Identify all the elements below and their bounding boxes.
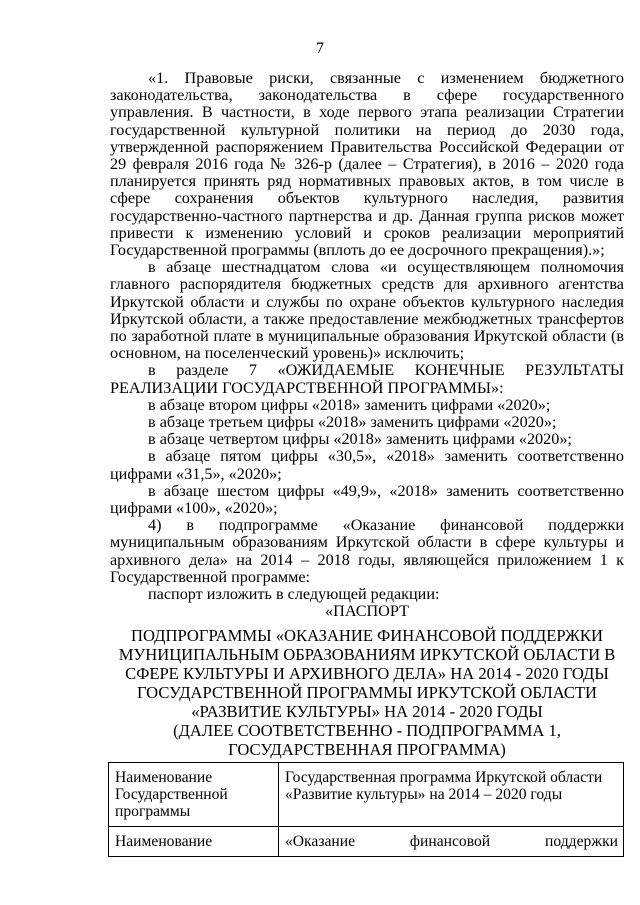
title-line: ГОСУДАРСТВЕННАЯ ПРОГРАММА) (228, 740, 506, 759)
title-line: СФЕРЕ КУЛЬТУРЫ И АРХИВНОГО ДЕЛА» НА 2014 - 2020 ГОДЫ (125, 664, 609, 683)
table-row (109, 827, 624, 857)
paragraph-abzac-fourth: в абзаце четвертом цифры «2018» заменить цифрами «2020»; (148, 430, 572, 449)
title-line: (ДАЛЕЕ СООТВЕТСТВЕННО - ПОДПРОГРАММА 1, (173, 721, 561, 740)
paragraph-legal-risks: «1. Правовые риски, связанные с изменением бюджетного законодательства, законодательства в сфере государственного управления. В частности, в ходе первого этапа реализации Стратегии государственной культурной политики на период до 2030 года, утвержденной распоряжением Правительства Российской Федерации от 29 февраля 2016 года № 326-р (далее – Стратегия), в 2016 – 2020 года планируется принять ряд нормативных правовых актов, в том числе в сфере сохранения объектов культурного наследия, развития государственно-частного партнерства и др. Данная группа рисков может привести к изменению условий и сроков реализации мероприятий Государственной программы (вплоть до ее досрочного прекращения).»; (110, 69, 624, 260)
table-cell-label: Наименование (109, 827, 279, 857)
page-number: 7 (316, 40, 324, 57)
title-line: ГОСУДАРСТВЕННОЙ ПРОГРАММЫ ИРКУТСКОЙ ОБЛАСТИ (136, 683, 598, 702)
paragraph-sixteenth-abzac: в абзаце шестнадцатом слова «и осуществляющем полномочия главного распорядителя бюджетных средств для архивного агентства Иркутской области и службы по охране объектов культурного наследия Иркутской области, а также предоставление межбюджетных трансфертов по заработной плате в муниципальные образования Иркутской области (в основном, на поселенческий уровень)» исключить; (110, 258, 624, 363)
paragraph-abzac-third: в абзаце третьем цифры «2018» заменить цифрами «2020»; (148, 413, 557, 432)
body-text (110, 70, 624, 621)
paragraph-section-7: в разделе 7 «ОЖИДАЕМЫЕ КОНЕЧНЫЕ РЕЗУЛЬТАТЫ РЕАЛИЗАЦИИ ГОСУДАРСТВЕННОЙ ПРОГРАММЫ»: (110, 361, 624, 397)
table-cell-value: «Оказание финансовой поддержки (279, 827, 624, 857)
table-row (109, 763, 624, 827)
paragraph-subprogram: 4) в подпрограмме «Оказание финансовой поддержки муниципальным образованиям Иркутской области в сфере культуры и архивного дела» на 2014 – 2018 годы, являющейся приложением 1 к Государственной программе: (110, 516, 624, 586)
paragraph-abzac-fifth: в абзаце пятом цифры «30,5», «2018» заменить соответственно цифрами «31,5», «2020»; (110, 447, 624, 483)
paragraph-passport-intro: паспорт изложить в следующей редакции: (148, 585, 440, 604)
passport-heading: «ПАСПОРТ (325, 602, 409, 621)
table-cell-label: Наименование Государственной программы (109, 763, 279, 827)
title-line: ПОДПРОГРАММЫ «ОКАЗАНИЕ ФИНАНСОВОЙ ПОДДЕРЖКИ (131, 626, 603, 645)
passport-table (108, 762, 624, 857)
subprogram-title (110, 626, 624, 759)
title-line: МУНИЦИПАЛЬНЫМ ОБРАЗОВАНИЯМ ИРКУТСКОЙ ОБЛАСТИ В (118, 645, 616, 664)
title-line: «РАЗВИТИЕ КУЛЬТУРЫ» НА 2014 - 2020 ГОДЫ (191, 702, 543, 721)
paragraph-abzac-sixth: в абзаце шестом цифры «49,9», «2018» заменить соответственно цифрами «100», «2020»; (110, 481, 624, 518)
paragraph-abzac-second: в абзаце втором цифры «2018» заменить цифрами «2020»; (148, 395, 551, 414)
table-cell-value: Государственная программа Иркутской области «Развитие культуры» на 2014 – 2020 годы (279, 763, 624, 827)
